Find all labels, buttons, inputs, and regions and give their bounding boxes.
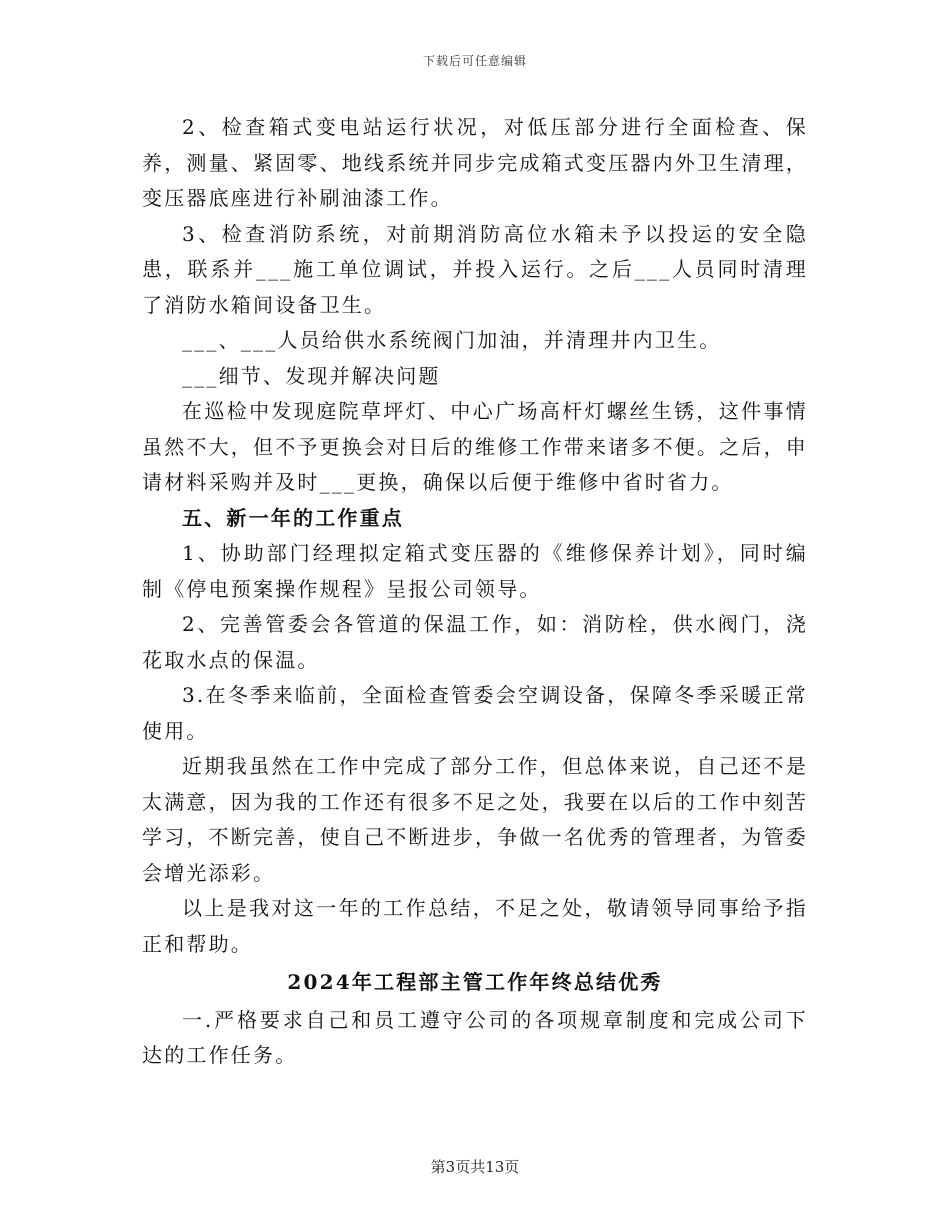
paragraph-valve-maintenance: ___、___人员给供水系统阀门加油，并清理井内卫生。 [182, 328, 722, 352]
paragraph-self-assessment: 近期我虽然在工作中完成了部分工作，但总体来说，自己还不是太满意，因为我的工作还有很多不足之处，我要在以后的工作中刻苦学习，不断完善，使自己不断进步，争做一名优秀的管理者，为管委会增光添彩。 [142, 754, 808, 885]
paragraph-details-subheading: ___细节、发现并解决问题 [182, 363, 441, 388]
paragraph-focus-item-2: 2、完善管委会各管道的保温工作，如：消防栓，供水阀门，浇花取水点的保温。 [142, 612, 808, 672]
document-body [142, 110, 808, 1074]
paragraph-focus-item-1: 1、协助部门经理拟定箱式变压器的《维修保养计划》，同时编制《停电预案操作规程》呈报公司领导。 [142, 541, 808, 601]
paragraph-inspection-findings: 在巡检中发现庭院草坪灯、中心广场高杆灯螺丝生锈，这件事情虽然不大，但不予更换会对日后的维修工作带来诸多不便。之后，申请材料采购并及时___更换，确保以后便于维修中省时省力。 [142, 399, 808, 494]
paragraph-focus-item-3: 3.在冬季来临前，全面检查管委会空调设备，保障冬季采暖正常使用。 [142, 683, 808, 743]
paragraph-substation-check: 2、检查箱式变电站运行状况，对低压部分进行全面检查、保养，测量、紧固零、地线系统并同步完成箱式变压器内外卫生清理，变压器底座进行补刷油漆工作。 [142, 115, 808, 210]
paragraph-fire-system-check: 3、检查消防系统，对前期消防高位水箱未予以投运的安全隐患，联系并___施工单位调试，并投入运行。之后___人员同时清理了消防水箱间设备卫生。 [142, 221, 808, 317]
section-heading-new-year-focus: 五、新一年的工作重点 [182, 505, 404, 530]
page-header: 下载后可任意编辑 [422, 54, 527, 68]
paragraph-closing: 以上是我对这一年的工作总结，不足之处，敬请领导同事给予指正和帮助。 [142, 896, 808, 956]
document-title: 2024年工程部主管工作年终总结优秀 [287, 970, 663, 994]
page-footer: 第3页共13页 [430, 1158, 520, 1176]
paragraph-strict-requirements: 一.严格要求自己和员工遵守公司的各项规章制度和完成公司下达的工作任务。 [142, 1007, 808, 1067]
